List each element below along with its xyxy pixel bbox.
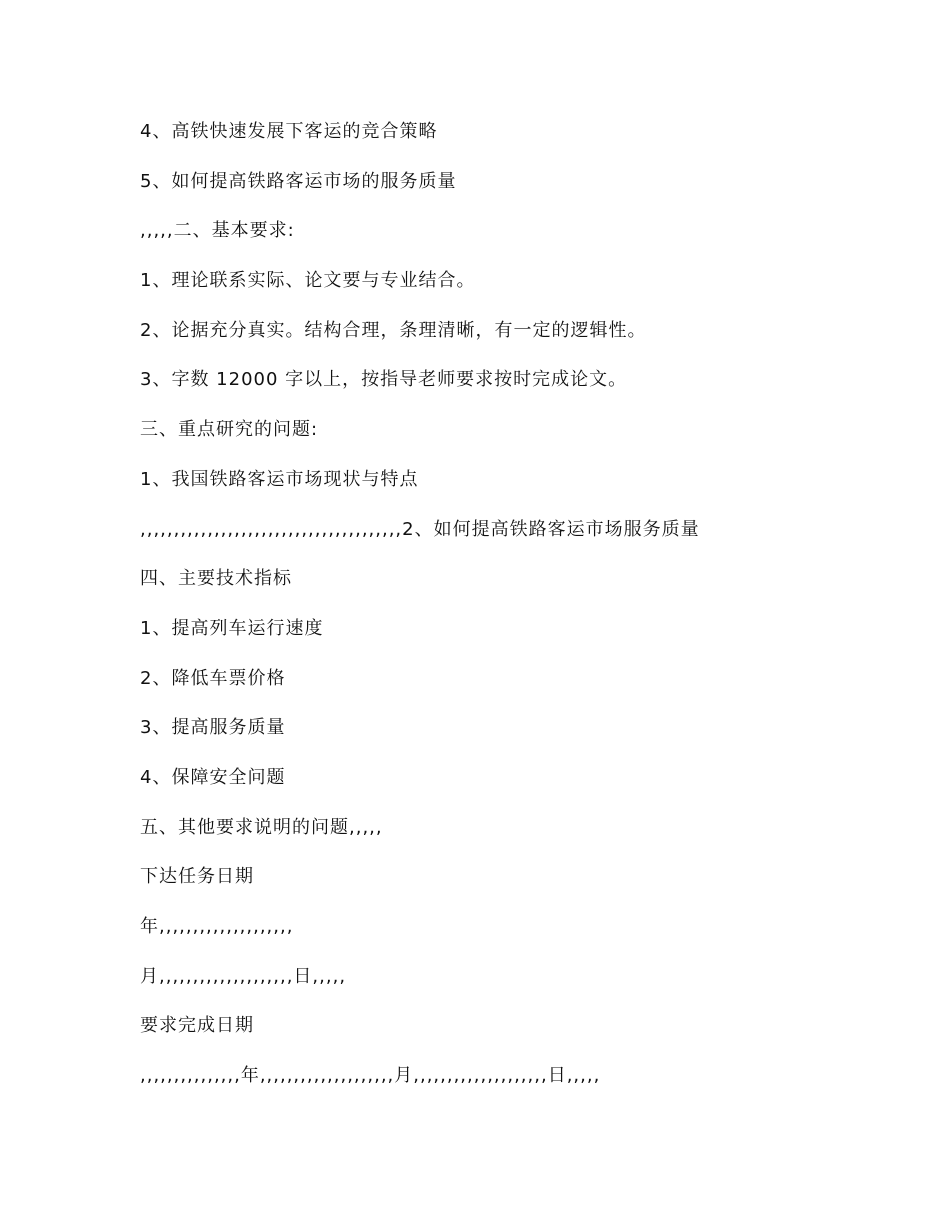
- requirement-item-2: 2、论据充分真实。结构合理，条理清晰，有一定的逻辑性。: [140, 319, 647, 341]
- section-heading-technical-indicators: 四、主要技术指标: [140, 568, 292, 590]
- due-date-label: 要求完成日期: [140, 1015, 254, 1037]
- indicator-item-3: 3、提高服务质量: [140, 717, 286, 739]
- indicator-item-2: 2、降低车票价格: [140, 667, 286, 689]
- assign-date-year: 年,,,,,,,,,,,,,,,,,,,,: [140, 916, 294, 937]
- section-heading-key-research: 三、重点研究的问题:: [140, 419, 319, 441]
- section-heading-other-requirements: 五、其他要求说明的问题,,,,,: [140, 816, 383, 838]
- indicator-item-1: 1、提高列车运行速度: [140, 617, 324, 639]
- research-item-2: ,,,,,,,,,,,,,,,,,,,,,,,,,,,,,,,,,,,,,,,2、如何提高铁路客运市场服务质量: [140, 518, 700, 540]
- assign-date-label: 下达任务日期: [140, 866, 254, 888]
- section-heading-basic-requirements: ,,,,,二、基本要求:: [140, 220, 295, 242]
- topic-item-4: 4、高铁快速发展下客运的竞合策略: [140, 121, 438, 142]
- requirement-item-3: 3、字数 12000 字以上，按指导老师要求按时完成论文。: [140, 369, 628, 391]
- assign-date-month-day: 月,,,,,,,,,,,,,,,,,,,,日,,,,,: [140, 965, 347, 987]
- indicator-item-4: 4、保障安全问题: [140, 766, 286, 788]
- topic-item-5: 5、如何提高铁路客运市场的服务质量: [140, 170, 457, 192]
- research-item-1: 1、我国铁路客运市场现状与特点: [140, 468, 419, 490]
- document-body: [140, 117, 900, 1111]
- due-date-value: ,,,,,,,,,,,,,,,年,,,,,,,,,,,,,,,,,,,,月,,,,,,,,,,,,,,,,,,,,日,,,,,: [140, 1065, 601, 1087]
- requirement-item-1: 1、理论联系实际、论文要与专业结合。: [140, 270, 476, 292]
